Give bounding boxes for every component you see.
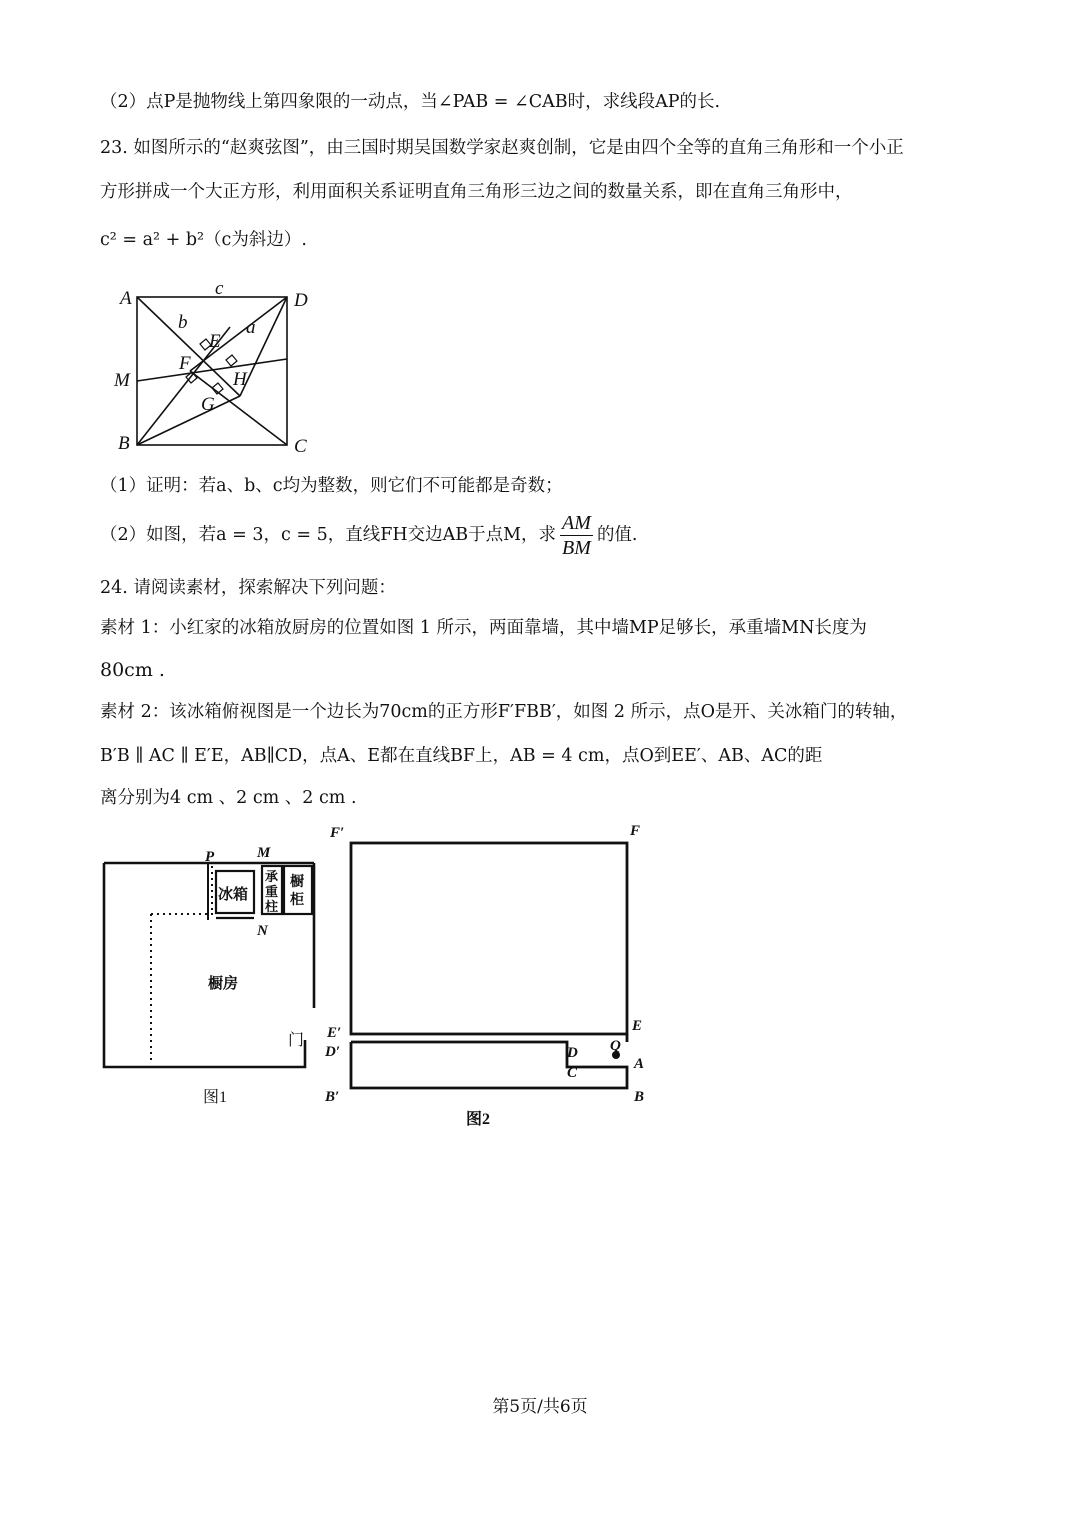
fig1-door-label: 门 [288,1032,305,1049]
fig2-caption: 图2 [466,1111,491,1128]
fig1-label-m: M [257,845,271,861]
fig1-cabinet-label-2: 柜 [290,893,304,908]
fig1-caption: 图1 [203,1089,228,1106]
fig1-pillar-label-3: 柱 [265,899,279,914]
label-A: A [120,288,132,309]
page-footer: 第5页/共6页 [492,1397,588,1417]
q23-part2-after: 的值. [596,525,638,545]
zhao-shuang-figure [100,272,330,462]
fig2-label-f: F [630,823,641,839]
fig2-label-dprime: D′ [325,1044,341,1060]
q24-stem: 24. 请阅读素材，探索解决下列问题： [100,578,396,598]
fig2-label-d: D [567,1045,578,1061]
fig1-fridge-label: 冰箱 [218,887,249,903]
figure-1-kitchen [95,835,335,1115]
fig1-cabinet-label-1: 橱 [290,875,304,890]
q24-material2-line2: B′B ∥ AC ∥ E′E，AB∥CD，点A、E都在直线BF上，AB = 4 cm，点O到EE′、AB、AC的距 [100,746,823,766]
fig2-label-bprime: B′ [325,1089,340,1105]
q24-material1-line2: 80cm . [100,659,165,681]
q22-part2: （2）点P是抛物线上第四象限的一动点，当∠PAB = ∠CAB时，求线段AP的长. [100,92,721,112]
fig2-label-q: Q [610,1038,621,1054]
label-E: E [209,331,221,352]
fig2-label-b: B [634,1089,645,1105]
label-c: c [215,278,224,299]
fig1-pillar-label-1: 承 [265,869,279,884]
fig2-label-e: E [632,1018,643,1034]
label-a: a [246,317,256,338]
label-H: H [233,369,247,390]
fig1-label-p: P [205,849,215,865]
fig1-pillar-label-2: 重 [265,884,279,899]
q23-stem-line3: c² = a² + b²（c为斜边）. [100,230,307,250]
label-G: G [201,394,215,415]
fig2-label-c: C [567,1065,578,1081]
q23-stem-line1: 23. 如图所示的“赵爽弦图”，由三国时期吴国数学家赵爽创制，它是由四个全等的直角三角形和一个小正 [100,138,904,158]
q24-material2-line3: 离分别为4 cm 、2 cm 、2 cm . [100,788,357,808]
q23-stem-line2: 方形拼成一个大正方形，利用面积关系证明直角三角形三边之间的数量关系，即在直角三角形中， [100,182,853,202]
label-M: M [114,370,130,391]
figure-2-fridge-top-view [318,815,658,1135]
q24-material1-line1: 素材 1：小红家的冰箱放厨房的位置如图 1 所示，两面靠墙，其中墙MP足够长，承重墙MN长度为 [100,618,867,638]
fraction-numerator: AM [562,512,591,534]
label-D: D [294,290,308,311]
label-b: b [178,312,188,333]
fig2-label-fprime: F′ [330,825,345,841]
fig1-kitchen-label: 橱房 [208,976,239,992]
q24-material2-line1: 素材 2：该冰箱俯视图是一个边长为70cm的正方形F′FBB′，如图 2 所示，点O是开、关冰箱门的转轴， [100,702,908,722]
label-B: B [118,433,130,454]
q23-part1: （1）证明：若a、b、c均为整数，则它们不可能都是奇数； [100,476,563,496]
q23-part2-before: （2）如图，若a = 3，c = 5，直线FH交边AB于点M，求 [100,525,557,545]
label-C: C [294,436,307,457]
label-F: F [179,353,191,374]
am-over-bm-fraction [560,511,593,560]
fig2-label-a: A [634,1056,645,1072]
q23-part2 [100,510,638,560]
fig2-label-eprime: E′ [327,1025,342,1041]
fraction-denominator: BM [562,537,591,559]
fig1-label-n: N [257,923,268,939]
